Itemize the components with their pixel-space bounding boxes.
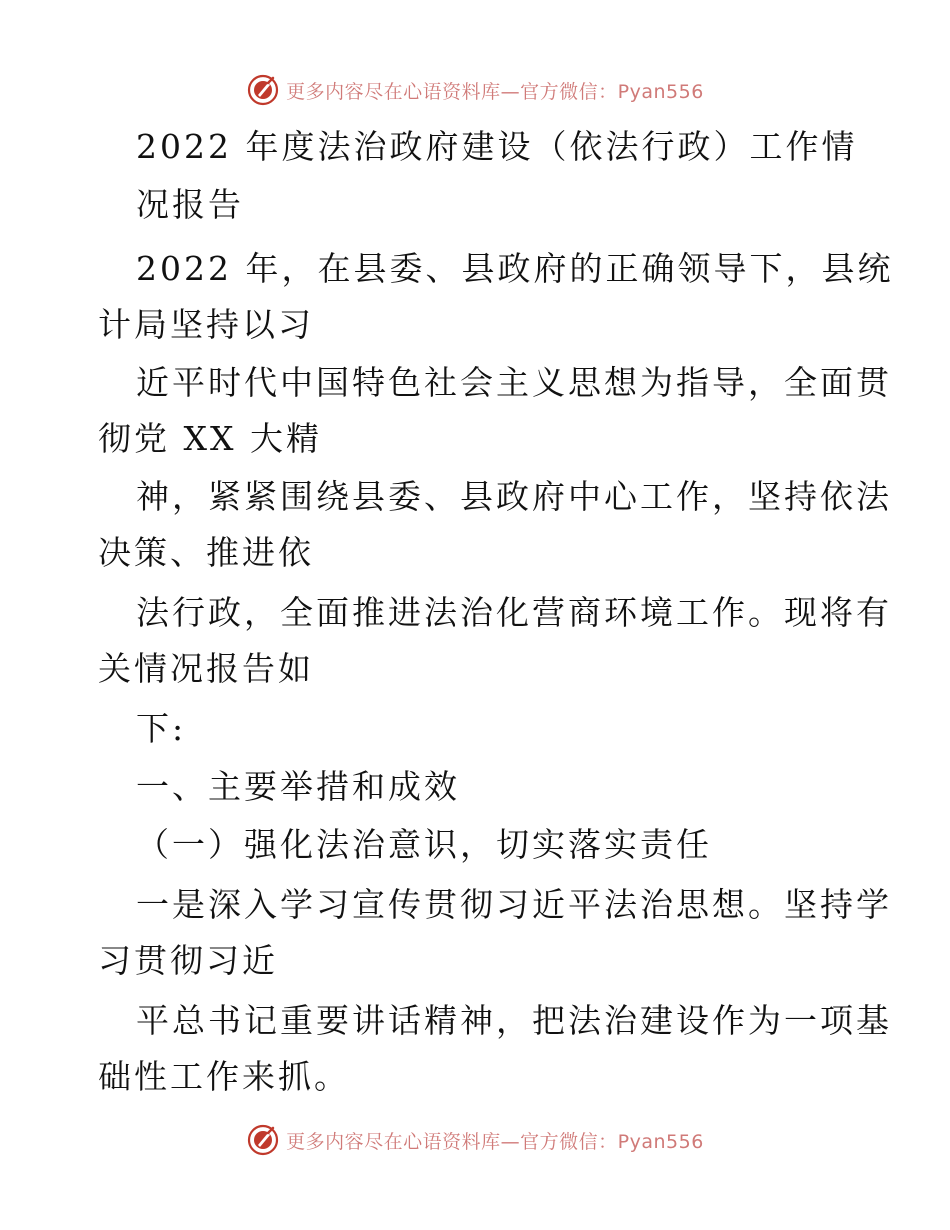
paragraph-line: 法行政，全面推进法治化营商环境工作。现将有 [136, 593, 892, 632]
paragraph-line: 2022 年，在县委、县政府的正确领导下，县统 [136, 249, 894, 288]
paragraph-line: 础性工作来抓。 [98, 1057, 350, 1096]
paragraph-line: 决策、推进依 [98, 533, 314, 572]
paragraph-line: 神，紧紧围绕县委、县政府中心工作，坚持依法 [136, 477, 892, 516]
subsection-heading: （一）强化法治意识，切实落实责任 [136, 825, 712, 864]
pen-nib-logo-icon [246, 1123, 280, 1157]
paragraph-line: 计局坚持以习 [98, 305, 314, 344]
paragraph-line: 一是深入学习宣传贯彻习近平法治思想。坚持学 [136, 885, 892, 924]
pen-nib-logo-icon [246, 73, 280, 107]
paragraph-line: 近平时代中国特色社会主义思想为指导，全面贯 [136, 363, 892, 402]
paragraph-line: 彻党 XX 大精 [98, 419, 322, 458]
document-title-line-2: 况报告 [136, 185, 244, 224]
watermark-text: 更多内容尽在心语资料库—官方微信：Pyan556 [286, 1130, 704, 1153]
paragraph-line: 关情况报告如 [98, 649, 314, 688]
section-heading: 一、主要举措和成效 [136, 767, 460, 806]
header-watermark [0, 70, 950, 110]
document-title-line-1: 2022 年度法治政府建设（依法行政）工作情 [136, 127, 858, 166]
paragraph-line: 下: [136, 709, 187, 748]
footer-watermark [0, 1120, 950, 1160]
paragraph-line: 平总书记重要讲话精神，把法治建设作为一项基 [136, 1001, 892, 1040]
paragraph-line: 习贯彻习近 [98, 941, 278, 980]
watermark-text: 更多内容尽在心语资料库—官方微信：Pyan556 [286, 80, 704, 103]
